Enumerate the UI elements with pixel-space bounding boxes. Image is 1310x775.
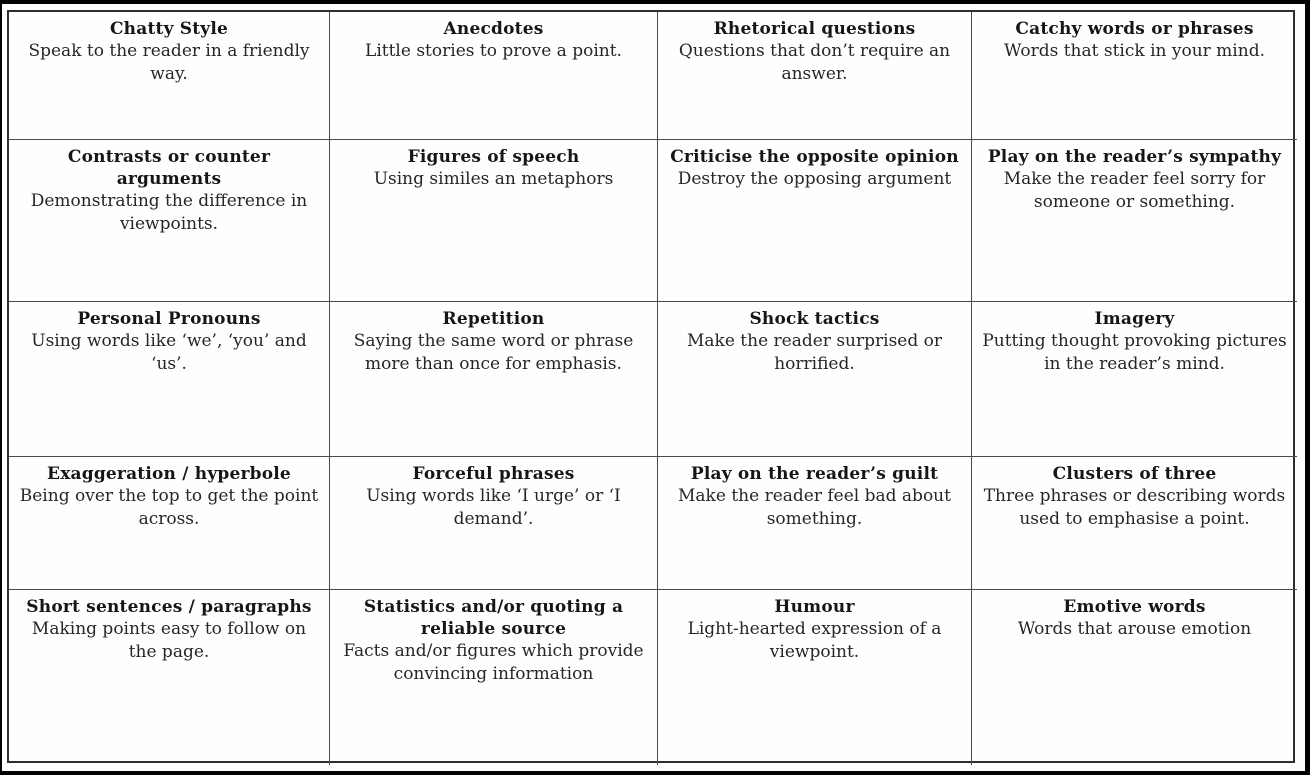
technique-title: Repetition bbox=[442, 309, 545, 329]
technique-title: Humour bbox=[774, 597, 855, 617]
technique-title: Figures of speech bbox=[407, 147, 580, 167]
table-cell-personal-pronouns bbox=[9, 302, 330, 457]
table-cell-statistics bbox=[330, 590, 658, 765]
technique-description: Putting thought provoking pictures in the reader’s mind. bbox=[982, 331, 1287, 374]
technique-title: Shock tactics bbox=[749, 309, 880, 329]
technique-description: Demonstrating the difference in viewpoints. bbox=[30, 191, 308, 234]
technique-title: Criticise the opposite opinion bbox=[670, 147, 959, 167]
table-cell-short-sentences bbox=[9, 590, 330, 765]
technique-description: Being over the top to get the point across. bbox=[19, 486, 319, 529]
technique-description: Using similes an metaphors bbox=[373, 169, 614, 189]
table-cell-exaggeration bbox=[9, 457, 330, 590]
table-cell-figures-of-speech bbox=[330, 140, 658, 302]
technique-description: Words that arouse emotion bbox=[1017, 619, 1252, 639]
technique-description: Words that stick in your mind. bbox=[1004, 41, 1265, 61]
technique-description: Questions that don’t require an answer. bbox=[678, 41, 951, 84]
technique-title: Personal Pronouns bbox=[77, 309, 261, 329]
technique-description: Destroy the opposing argument bbox=[677, 169, 952, 189]
table-cell-anecdotes bbox=[330, 12, 658, 140]
table-cell-repetition bbox=[330, 302, 658, 457]
technique-description: Speak to the reader in a friendly way. bbox=[28, 41, 310, 84]
table-cell-shock-tactics bbox=[658, 302, 972, 457]
technique-description: Making points easy to follow on the page. bbox=[31, 619, 307, 662]
technique-title: Exaggeration / hyperbole bbox=[47, 464, 291, 484]
table-cell-sympathy bbox=[972, 140, 1297, 302]
table-cell-imagery bbox=[972, 302, 1297, 457]
technique-title: Imagery bbox=[1094, 309, 1175, 329]
technique-title: Chatty Style bbox=[109, 19, 229, 39]
technique-description: Make the reader surprised or horrified. bbox=[686, 331, 943, 374]
table-cell-emotive-words bbox=[972, 590, 1297, 765]
technique-description: Light-hearted expression of a viewpoint. bbox=[687, 619, 942, 662]
technique-title: Anecdotes bbox=[443, 19, 544, 39]
technique-title: Forceful phrases bbox=[412, 464, 575, 484]
technique-title: Emotive words bbox=[1063, 597, 1206, 617]
technique-title: Short sentences / paragraphs bbox=[26, 597, 312, 617]
technique-title: Contrasts or counter arguments bbox=[67, 147, 271, 189]
technique-title: Rhetorical questions bbox=[713, 19, 916, 39]
technique-description: Using words like ‘we’, ‘you’ and ‘us’. bbox=[31, 331, 307, 374]
technique-title: Play on the reader’s guilt bbox=[690, 464, 939, 484]
technique-description: Facts and/or figures which provide convincing information bbox=[343, 641, 644, 684]
technique-description: Using words like ‘I urge’ or ‘I demand’. bbox=[366, 486, 621, 529]
table-cell-forceful-phrases bbox=[330, 457, 658, 590]
technique-title: Clusters of three bbox=[1052, 464, 1217, 484]
table-cell-guilt bbox=[658, 457, 972, 590]
technique-title: Catchy words or phrases bbox=[1015, 19, 1254, 39]
table-cell-criticise-opposite bbox=[658, 140, 972, 302]
technique-description: Make the reader feel sorry for someone or something. bbox=[1003, 169, 1266, 212]
scanned-page bbox=[2, 4, 1305, 771]
technique-description: Make the reader feel bad about something. bbox=[678, 486, 951, 529]
table-cell-chatty-style bbox=[9, 12, 330, 140]
table-cell-clusters-of-three bbox=[972, 457, 1297, 590]
table-cell-catchy-words bbox=[972, 12, 1297, 140]
persuasive-techniques-table bbox=[7, 10, 1295, 763]
technique-description: Little stories to prove a point. bbox=[365, 41, 622, 61]
table-cell-humour bbox=[658, 590, 972, 765]
technique-description: Three phrases or describing words used to emphasise a point. bbox=[983, 486, 1286, 529]
technique-description: Saying the same word or phrase more than once for emphasis. bbox=[353, 331, 634, 374]
technique-title: Statistics and/or quoting a reliable source bbox=[363, 597, 624, 639]
technique-title: Play on the reader’s sympathy bbox=[987, 147, 1282, 167]
table-cell-contrasts bbox=[9, 140, 330, 302]
table-cell-rhetorical-questions bbox=[658, 12, 972, 140]
